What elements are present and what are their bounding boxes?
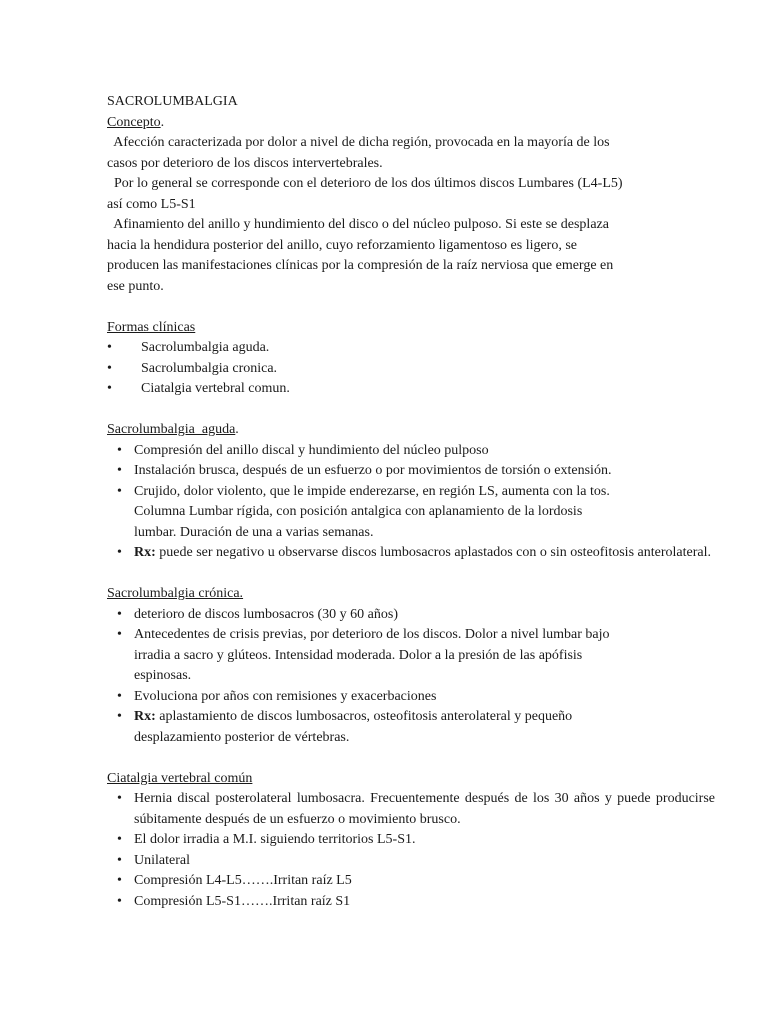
bullet-icon: •	[117, 545, 122, 560]
concepto-line: Afección caracterizada por dolor a nivel de dicha región, provocada en la mayoría de los	[107, 135, 610, 150]
document-title: SACROLUMBALGIA	[107, 94, 238, 109]
list-item: • Sacrolumbalgia cronica.	[107, 359, 715, 380]
list-item: • Compresión L5-S1…….Irritan raíz S1	[107, 892, 715, 913]
bullet-icon: •	[117, 688, 122, 704]
bullet-icon: •	[117, 852, 122, 868]
list-item: • Ciatalgia vertebral comun.	[107, 379, 715, 400]
list-item: • Compresión L4-L5…….Irritan raíz L5	[107, 871, 715, 892]
concepto-line: Afinamiento del anillo y hundimiento del disco o del núcleo pulposo. Si este se desplaza	[107, 217, 609, 232]
section-heading-formas: Formas clínicas	[107, 319, 196, 335]
list-item: • Rx: aplastamiento de discos lumbosacros, osteofitosis anterolateral y pequeño desplazamiento posterior de vértebras.	[107, 707, 715, 748]
bullet-icon: •	[107, 360, 112, 376]
section-heading-ciatalgia: Ciatalgia vertebral común	[107, 770, 253, 786]
list-item: • El dolor irradia a M.I. siguiendo territorios L5-S1.	[107, 830, 715, 851]
bullet-icon: •	[117, 832, 122, 847]
list-item: • Sacrolumbalgia aguda.	[107, 338, 715, 359]
section-heading-concepto: Concepto.	[107, 114, 165, 130]
bullet-icon: •	[107, 340, 112, 355]
heading-text: Concepto	[107, 114, 161, 130]
bullet-icon: •	[117, 627, 122, 642]
bullet-icon: •	[117, 442, 122, 458]
list-item: • Crujido, dolor violento, que le impide enderezarse, en región LS, aumenta con la tos. Columna Lumbar rígida, con posición antalgica con aplanamiento de la lordosis lumbar. Duración de una a varias semanas.	[107, 482, 715, 544]
concepto-line: así como L5-S1	[107, 196, 196, 212]
concepto-line: ese punto.	[107, 278, 164, 294]
list-item: • Hernia discal posterolateral lumbosacra. Frecuentemente después de los 30 años y puede producirse súbitamente después de un esfuerzo o movimiento brusco.	[107, 789, 715, 830]
list-item: • Evoluciona por años con remisiones y exacerbaciones	[107, 687, 715, 708]
bullet-icon: •	[107, 381, 112, 396]
list-item: • Rx: puede ser negativo u observarse discos lumbosacros aplastados con o sin osteofitosis anterolateral.	[107, 543, 715, 564]
bullet-icon: •	[117, 463, 122, 478]
bullet-icon: •	[117, 873, 122, 888]
concepto-line: hacia la hendidura posterior del anillo, cuyo reforzamiento ligamentoso es ligero, se	[107, 237, 578, 253]
document-content	[107, 92, 715, 912]
bullet-icon: •	[117, 606, 122, 622]
list-item: • Antecedentes de crisis previas, por deterioro de los discos. Dolor a nivel lumbar bajo irradia a sacro y glúteos. Intensidad moderada. Dolor a la presión de las apófisis espinosas.	[107, 625, 715, 687]
concepto-line: producen las manifestaciones clínicas por la compresión de la raíz nerviosa que emerge en	[107, 258, 614, 273]
concepto-line: Por lo general se corresponde con el deterioro de los dos últimos discos Lumbares (L4-L5)	[107, 176, 623, 191]
list-item: • deterioro de discos lumbosacros (30 y 60 años)	[107, 605, 715, 626]
bullet-icon: •	[117, 791, 122, 806]
bullet-icon: •	[117, 709, 122, 724]
section-heading-aguda: Sacrolumbalgia aguda.	[107, 422, 239, 437]
concepto-line: casos por deterioro de los discos intervertebrales.	[107, 155, 383, 171]
list-item: • Instalación brusca, después de un esfuerzo o por movimientos de torsión o extensión.	[107, 461, 715, 482]
list-item: • Compresión del anillo discal y hundimiento del núcleo pulposo	[107, 441, 715, 462]
bullet-icon: •	[117, 893, 122, 909]
list-item: • Unilateral	[107, 851, 715, 872]
section-heading-cronica: Sacrolumbalgia crónica.	[107, 586, 244, 601]
bullet-icon: •	[117, 483, 122, 499]
